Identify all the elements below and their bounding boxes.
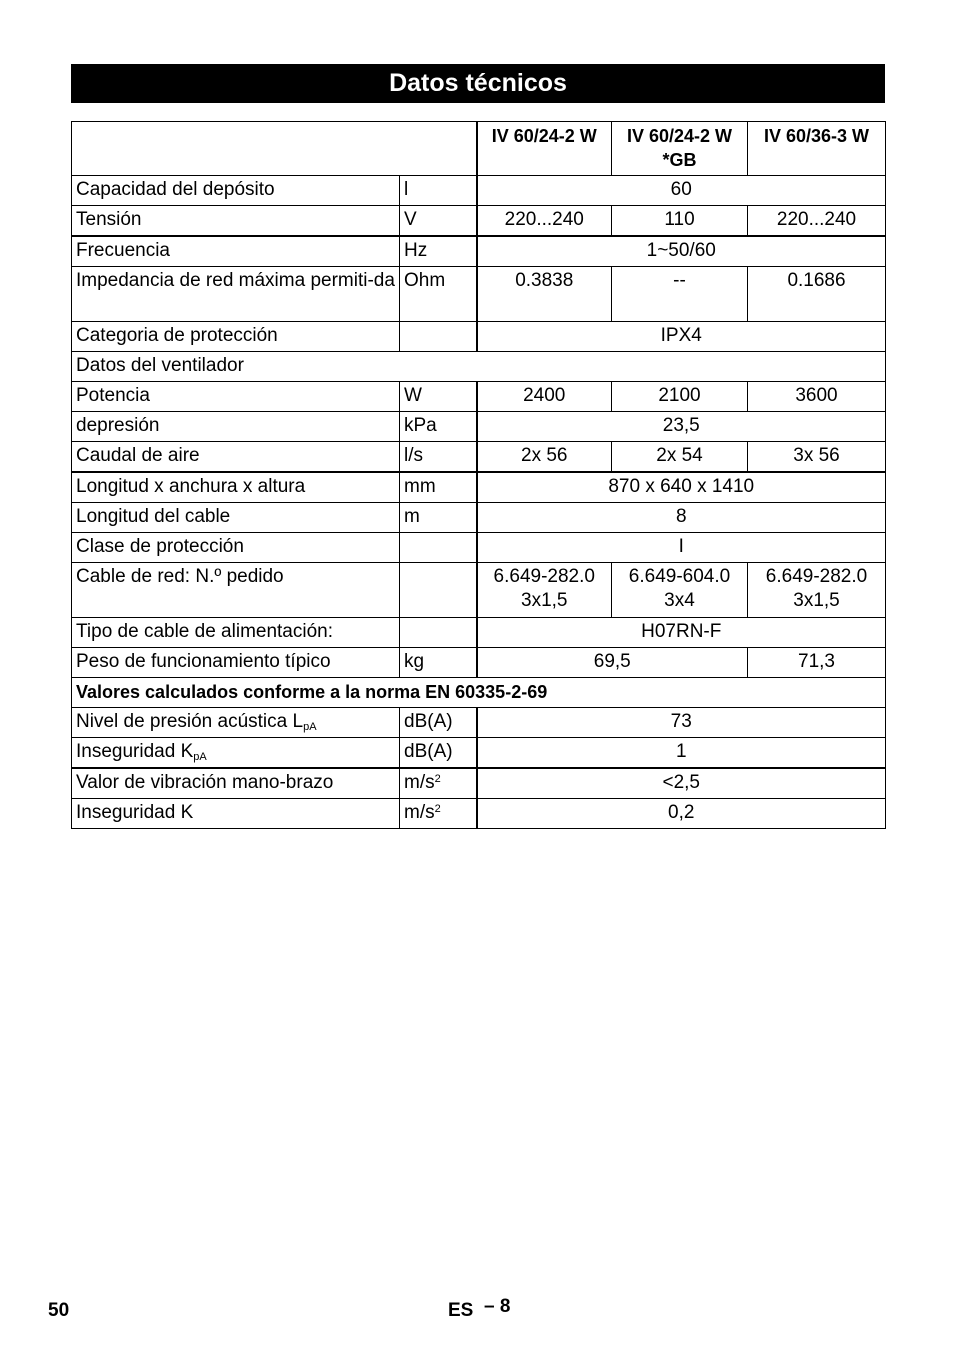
row-label [72,708,400,738]
model-header-3: IV 60/36-3 W [748,122,886,176]
row-value: 2400 [477,382,612,412]
table-row [72,768,886,799]
row-label: Tensión [72,206,400,237]
row-label: Tipo de cable de alimentación: [72,618,400,648]
row-label: Longitud del cable [72,503,400,533]
row-value [612,563,748,618]
table-section-row [72,678,886,708]
row-unit [400,533,477,563]
row-label: depresión [72,412,400,442]
unit-text: m/s [404,802,435,823]
order-number: 6.649-282.0 [493,566,595,587]
row-unit: l/s [400,442,477,473]
cable-section: 3x4 [664,590,695,611]
table-row [72,503,886,533]
row-value: 3600 [748,382,886,412]
row-value: 870 x 640 x 1410 [477,472,886,503]
row-value: 1 [477,738,886,769]
unit-superscript: 2 [434,773,441,785]
model-header-2: IV 60/24-2 W *GB [612,122,748,176]
table-section-row [72,352,886,382]
row-value [748,563,886,618]
row-unit [400,322,477,352]
row-value: H07RN-F [477,618,886,648]
section-label: Datos del ventilador [72,352,886,382]
label-text: Inseguridad K [76,741,194,762]
unit-superscript: 2 [434,803,441,815]
label-subscript: pA [193,751,207,763]
row-unit [400,799,477,829]
row-value: 23,5 [477,412,886,442]
header-empty-cell [72,122,477,176]
order-number: 6.649-282.0 [765,566,868,587]
row-label: Impedancia de red máxima permiti-da [72,267,400,322]
table-row [72,442,886,473]
table-row [72,533,886,563]
row-value: I [477,533,886,563]
row-unit: dB(A) [400,708,477,738]
row-value: 110 [612,206,748,237]
table-row [72,618,886,648]
page-number: 50 [48,1300,70,1321]
row-value: 1~50/60 [477,236,886,267]
label-subscript: pA [303,721,317,733]
row-value: IPX4 [477,322,886,352]
row-value: 8 [477,503,886,533]
table-row [72,472,886,503]
row-unit: kPa [400,412,477,442]
table-row [72,236,886,267]
row-unit: dB(A) [400,738,477,769]
row-label: Valor de vibración mano-brazo [72,768,400,799]
row-unit: W [400,382,477,412]
row-label: Caudal de aire [72,442,400,473]
row-unit: m [400,503,477,533]
cable-section: 3x1,5 [521,590,568,611]
unit-text: m/s [404,772,435,793]
table-row [72,322,886,352]
row-label: Cable de red: N.º pedido [72,563,400,618]
section-label: Valores calculados conforme a la norma EN 60335-2-69 [72,678,886,708]
row-unit: Ohm [400,267,477,322]
row-label: Frecuencia [72,236,400,267]
row-unit: mm [400,472,477,503]
technical-data-table [71,121,886,829]
page-title: Datos técnicos [71,64,885,103]
row-value: 220...240 [477,206,612,237]
table-row [72,799,886,829]
table-header-row [72,122,886,176]
table-row [72,563,886,618]
row-label: Longitud x anchura x altura [72,472,400,503]
row-unit [400,563,477,618]
row-label: Categoria de protección [72,322,400,352]
row-value: 60 [477,176,886,206]
table-row [72,176,886,206]
row-value: -- [612,267,748,322]
row-value [477,563,612,618]
row-value: 3x 56 [748,442,886,473]
row-value: 2x 54 [612,442,748,473]
row-unit: V [400,206,477,237]
row-value: <2,5 [477,768,886,799]
row-label: Capacidad del depósito [72,176,400,206]
row-label [72,738,400,769]
row-value: 0.1686 [748,267,886,322]
table-row [72,382,886,412]
row-value: 0.3838 [477,267,612,322]
row-unit: l [400,176,477,206]
row-value: 71,3 [748,648,886,678]
row-label: Potencia [72,382,400,412]
order-number: 6.649-604.0 [628,566,731,587]
table-row [72,267,886,322]
row-unit: kg [400,648,477,678]
row-value: 0,2 [477,799,886,829]
row-unit [400,618,477,648]
row-value: 69,5 [477,648,748,678]
row-label: Clase de protección [72,533,400,563]
row-value: 73 [477,708,886,738]
language-code: ES [448,1300,474,1321]
row-label: Peso de funcionamiento típico [72,648,400,678]
row-label: Inseguridad K [72,799,400,829]
table-row [72,708,886,738]
row-unit: Hz [400,236,477,267]
table-row [72,738,886,769]
table-row [72,412,886,442]
row-unit [400,768,477,799]
table-row [72,648,886,678]
row-value: 2x 56 [477,442,612,473]
row-value: 220...240 [748,206,886,237]
label-text: Nivel de presión acústica L [76,711,304,732]
model-header-1: IV 60/24-2 W [477,122,612,176]
table-row [72,206,886,237]
row-value: 2100 [612,382,748,412]
cable-section: 3x1,5 [793,590,840,611]
section-page-number: – 8 [484,1296,511,1317]
